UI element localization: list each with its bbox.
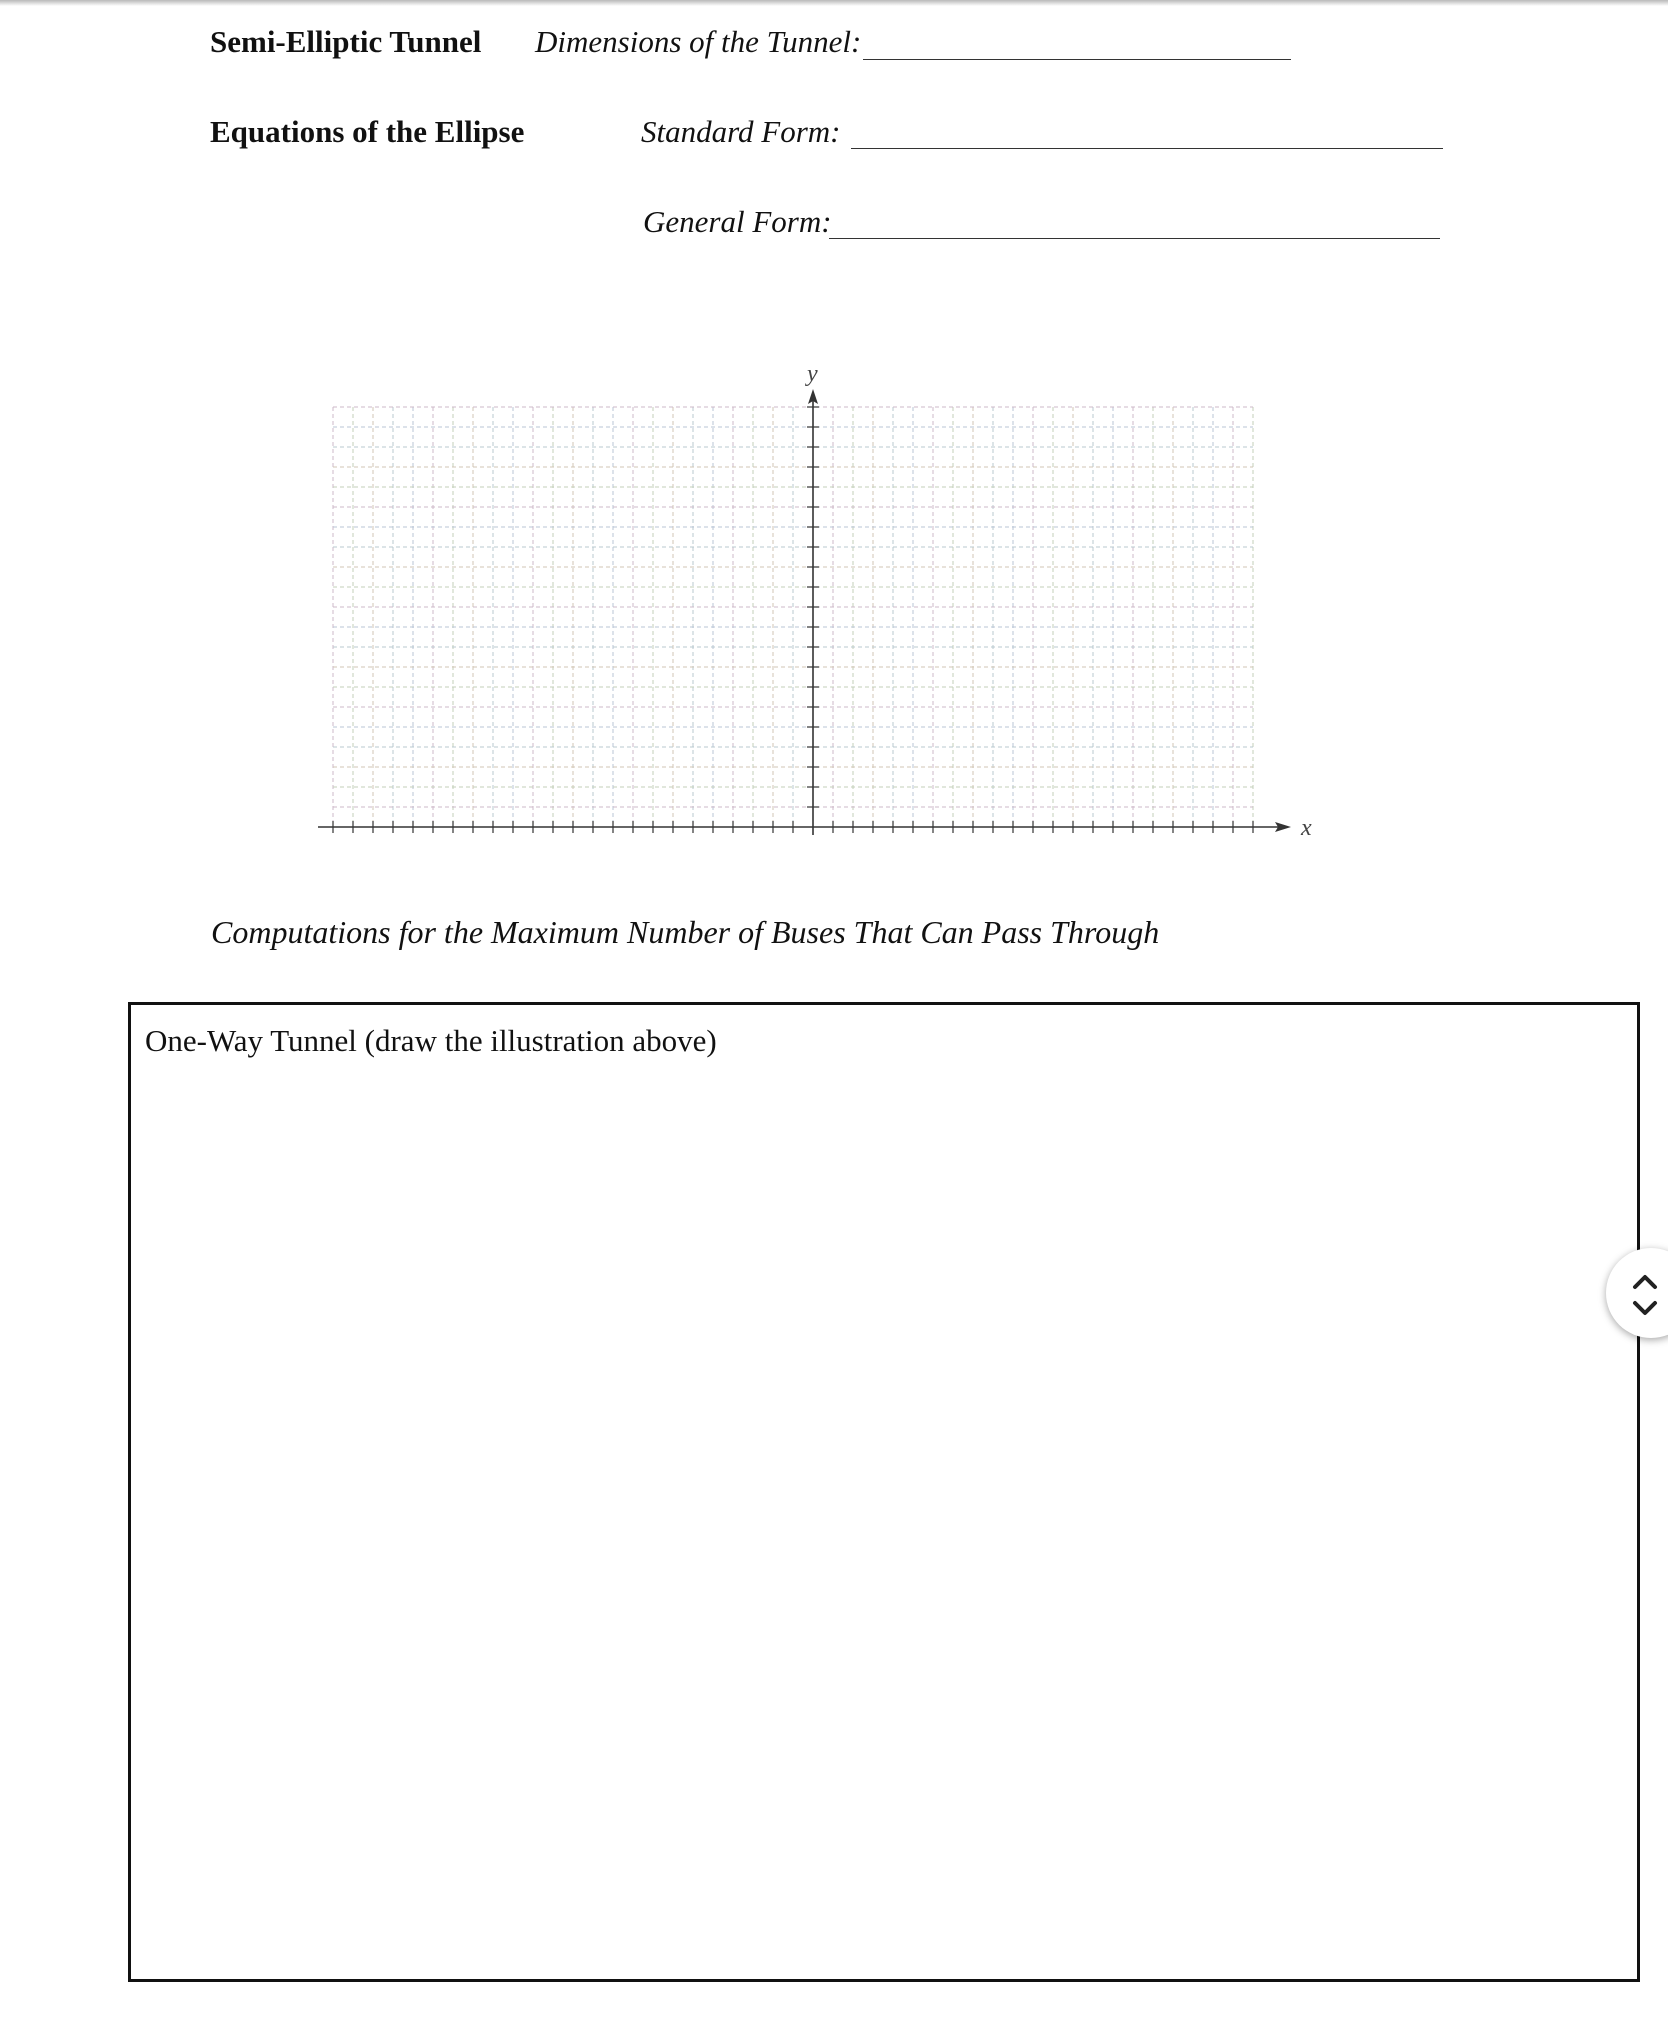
page-down-button[interactable] — [1630, 1298, 1660, 1320]
chevron-up-icon — [1630, 1270, 1660, 1292]
y-axis-label: y — [807, 361, 818, 387]
standard-form-answer-line[interactable] — [851, 148, 1443, 149]
general-form-answer-line[interactable] — [829, 238, 1440, 239]
dimensions-label: Dimensions of the Tunnel: — [535, 24, 862, 59]
top-shadow — [0, 0, 1668, 6]
grid-lines — [333, 407, 1253, 827]
worksheet-title: Semi-Elliptic Tunnel — [210, 24, 482, 59]
general-form-label: General Form: — [643, 204, 832, 239]
chevron-down-icon — [1630, 1298, 1660, 1320]
equations-heading: Equations of the Ellipse — [210, 114, 525, 149]
x-axis-label: x — [1301, 815, 1312, 841]
page-up-button[interactable] — [1630, 1270, 1660, 1292]
dimensions-answer-line[interactable] — [863, 59, 1291, 60]
axes — [318, 389, 1291, 835]
standard-form-label: Standard Form: — [641, 114, 841, 149]
coordinate-grid — [200, 245, 1460, 845]
one-way-tunnel-box[interactable] — [128, 1002, 1640, 1982]
one-way-tunnel-label: One-Way Tunnel (draw the illustration above) — [145, 1023, 717, 1058]
computations-title: Computations for the Maximum Number of Buses That Can Pass Through — [211, 914, 1160, 950]
